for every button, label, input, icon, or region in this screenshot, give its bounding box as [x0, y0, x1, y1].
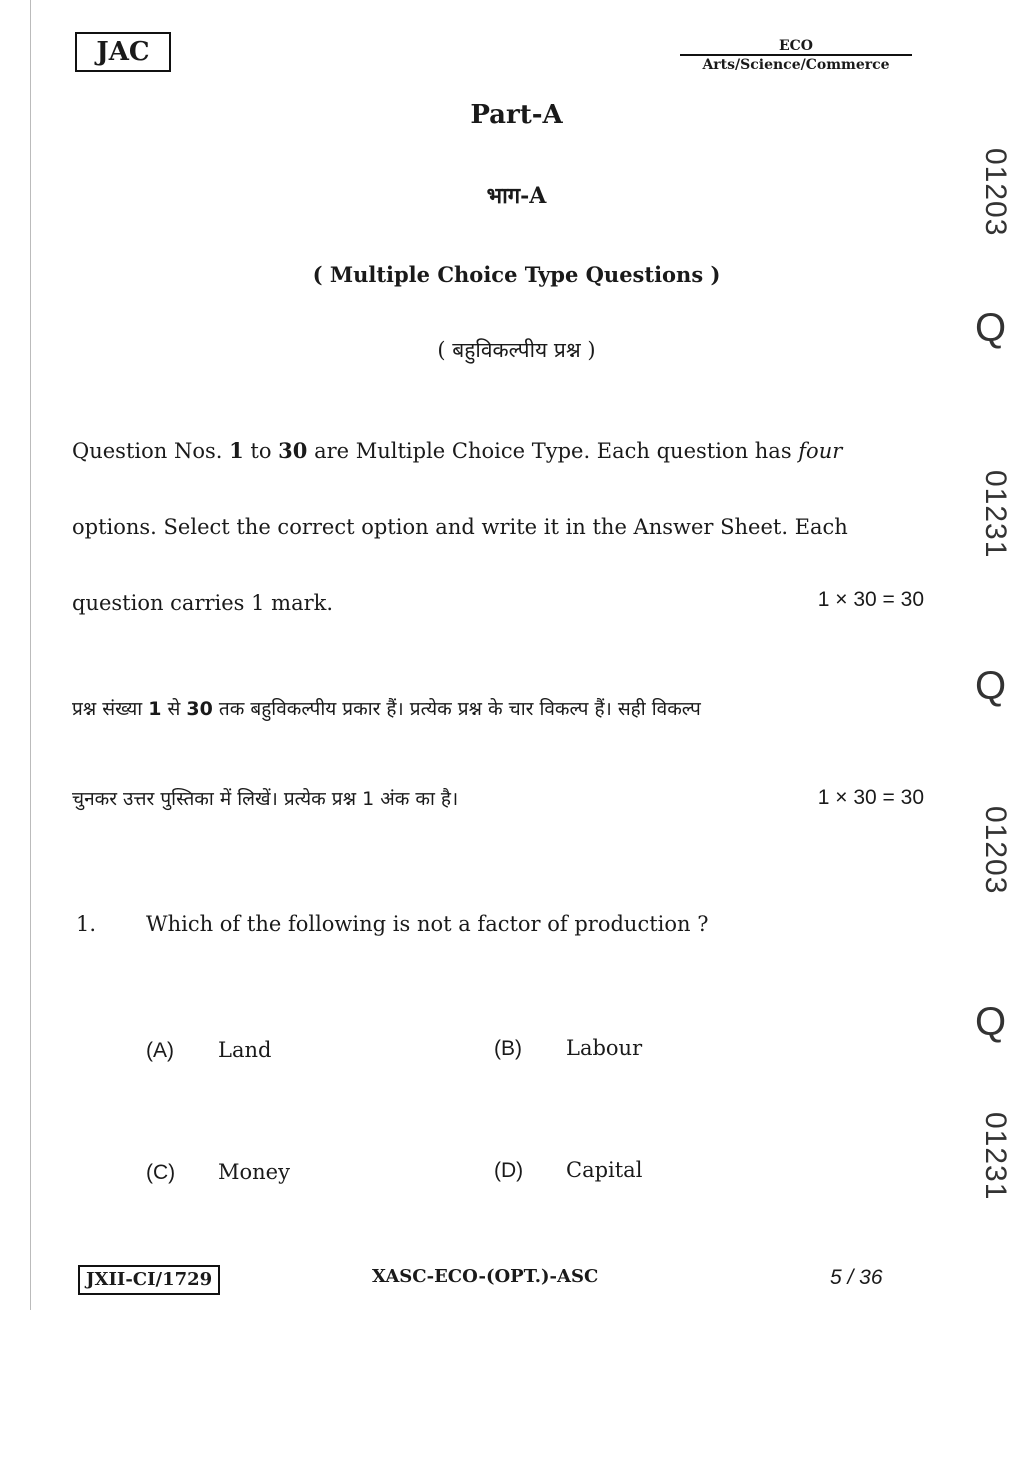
section-title-hindi: भाग-A — [486, 183, 547, 209]
option-label: (D) — [494, 1159, 524, 1182]
instructions-hindi — [72, 696, 924, 816]
question-text: Which of the following is not a factor of production ? — [146, 912, 709, 936]
section-subtitle-hindi: ( बहुविकल्पीय प्रश्न ) — [437, 338, 596, 362]
footer-code: JXII-CI/1729 — [78, 1265, 220, 1295]
text-bold: 1 — [229, 438, 244, 463]
text: are Multiple Choice Type. Each question has — [307, 439, 799, 463]
text-italic: four — [798, 439, 843, 463]
text: प्रश्न संख्या — [72, 698, 149, 720]
option-text: Land — [218, 1038, 272, 1062]
instruction-line-2: options. Select the correct option and write it in the Answer Sheet. Each — [72, 515, 848, 539]
instruction-line-3: question carries 1 mark. — [72, 591, 334, 615]
watermark-serial: 01203 — [979, 806, 1012, 895]
board-logo-box: JAC — [75, 32, 171, 72]
section-subtitle: ( Multiple Choice Type Questions ) — [312, 262, 721, 287]
instructions-english — [72, 438, 924, 638]
subject-header — [680, 38, 912, 74]
watermark-q: Q — [975, 664, 1007, 708]
option-label: (C) — [146, 1161, 176, 1184]
instruction-line-1 — [72, 438, 924, 464]
option-label: (B) — [494, 1037, 522, 1060]
option-label: (A) — [146, 1039, 174, 1062]
page-number: 5 / 36 — [830, 1266, 883, 1289]
section-title: Part-A — [470, 100, 563, 130]
streams: Arts/Science/Commerce — [702, 57, 890, 73]
option-a — [146, 1038, 272, 1063]
question-1 — [76, 912, 709, 936]
footer-paper-code: XASC-ECO-(OPT.)-ASC — [372, 1266, 599, 1287]
option-text: Money — [218, 1160, 290, 1184]
marks-hindi: 1 × 30 = 30 — [817, 786, 924, 809]
text: तक बहुविकल्पीय प्रकार हैं। प्रत्येक प्रश्न के चार विकल्प हैं। सही विकल्प — [212, 698, 701, 720]
text-bold: 1 — [148, 698, 162, 720]
text-bold: 30 — [186, 698, 213, 720]
watermark-q: Q — [975, 1000, 1007, 1044]
watermark-q: Q — [975, 306, 1007, 350]
question-number: 1. — [76, 912, 97, 936]
option-b — [494, 1036, 643, 1061]
option-c — [146, 1160, 290, 1185]
option-text: Labour — [566, 1036, 643, 1060]
instruction-hindi-line-2: चुनकर उत्तर पुस्तिका में लिखें। प्रत्येक प्रश्न 1 अंक का है। — [72, 788, 459, 810]
watermark-serial: 01231 — [979, 470, 1012, 559]
text: to — [243, 439, 279, 463]
instruction-hindi-line-1 — [72, 696, 924, 722]
text-bold: 30 — [278, 438, 308, 463]
option-text: Capital — [566, 1158, 643, 1182]
option-d — [494, 1158, 643, 1183]
text: Question Nos. — [72, 439, 230, 463]
watermark-serial: 01203 — [979, 148, 1012, 237]
text: से — [161, 698, 187, 720]
watermark-serial: 01231 — [979, 1112, 1012, 1201]
marks-english: 1 × 30 = 30 — [817, 588, 924, 611]
subject-code: ECO — [680, 38, 912, 56]
